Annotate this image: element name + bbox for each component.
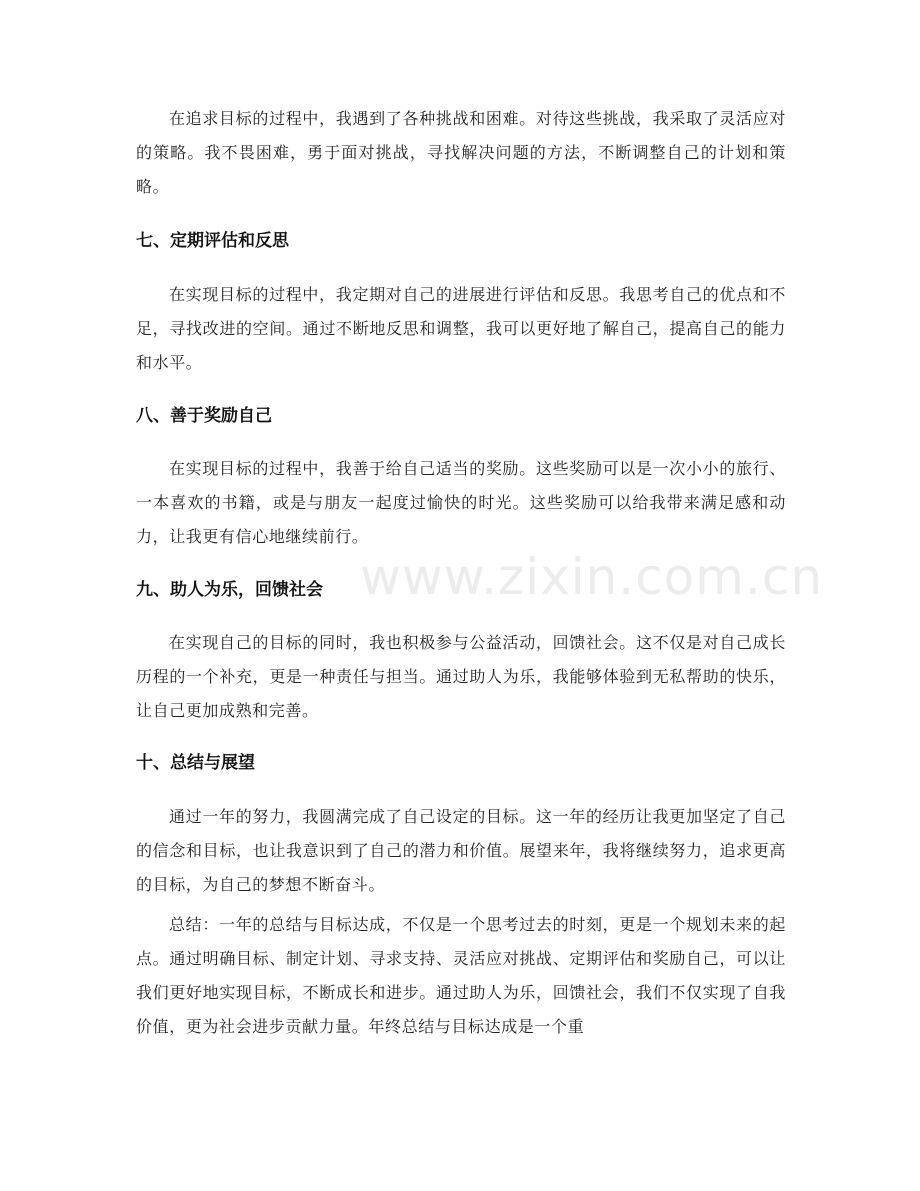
paragraph-society: 在实现自己的目标的同时，我也积极参与公益活动，回馈社会。这不仅是对自己成长历程的一个补充，更是一种责任与担当。通过助人为乐，我能够体验到无私帮助的快乐，让自己更加成熟和完善。 [136, 633, 786, 720]
paragraph-outlook: 通过一年的努力，我圆满完成了自己设定的目标。这一年的经历让我更加坚定了自己的信念和目标，也让我意识到了自己的潜力和价值。展望来年，我将继续努力，追求更高的目标，为自己的梦想不断奋斗。 [136, 807, 786, 894]
section-heading-7: 七、定期评估和反思 [136, 231, 289, 251]
paragraph-reward: 在实现目标的过程中，我善于给自己适当的奖励。这些奖励可以是一次小小的旅行、一本喜欢的书籍，或是与朋友一起度过愉快的时光。这些奖励可以给我带来满足感和动力，让我更有信心地继续前行。 [136, 459, 786, 546]
paragraph-summary: 总结：一年的总结与目标达成，不仅是一个思考过去的时刻，更是一个规划未来的起点。通过明确目标、制定计划、寻求支持、灵活应对挑战、定期评估和奖励自己，可以让我们更好地实现目标，不断成长和进步。通过助人为乐，回馈社会，我们不仅实现了自我价值，更为社会进步贡献力量。年终总结与目标达成是一个重 [136, 915, 786, 1036]
section-heading-9: 九、助人为乐，回馈社会 [136, 580, 323, 600]
section-heading-8: 八、善于奖励自己 [136, 406, 272, 426]
section-heading-10: 十、总结与展望 [136, 753, 255, 773]
watermark: www.zixin.com.cn [360, 548, 824, 606]
paragraph-evaluation: 在实现目标的过程中，我定期对自己的进展进行评估和反思。我思考自己的优点和不足，寻找改进的空间。通过不断地反思和调整，我可以更好地了解自己，提高自己的能力和水平。 [136, 285, 786, 372]
paragraph-challenges: 在追求目标的过程中，我遇到了各种挑战和困难。对待这些挑战，我采取了灵活应对的策略。我不畏困难，勇于面对挑战，寻找解决问题的方法，不断调整自己的计划和策略。 [136, 109, 786, 196]
